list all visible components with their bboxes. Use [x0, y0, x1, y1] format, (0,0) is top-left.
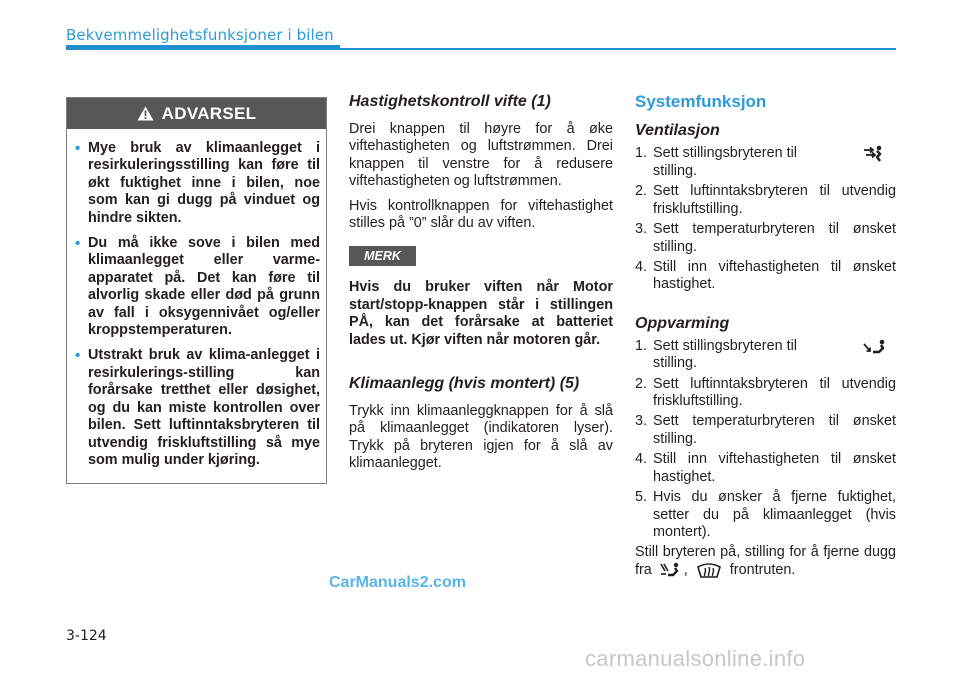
heating-steps [635, 338, 896, 541]
fan-speed-note: Hvis du bruker viften når Motor start/stopp-knappen står i stillingen PÅ, kan det forårsake at batteriet lades ut. Kjør viften når motoren går. [349, 279, 613, 348]
heating-heading: Oppvarming [635, 314, 730, 332]
ventilation-heading: Ventilasjon [635, 122, 720, 139]
defrost-paragraph: Still bryteren på, stilling for å fjerne dugg fra , frontruten. [635, 544, 896, 578]
ventilation-step: 1. Sett stillingsbryteren til stilling. [635, 145, 896, 180]
warning-item: • Du må ikke sove i bilen med klimaanlegget eller varme-apparatet på. Det kan føre til alvorlig skade eller død på grunn av fall i oksygennivået og/eller kroppstemperaturen. [75, 235, 320, 339]
section-title: Bekvemmelighetsfunksjoner i bilen [66, 26, 334, 44]
face-vent-icon [862, 145, 884, 163]
warning-box [66, 97, 327, 484]
floor-vent-icon [862, 339, 886, 355]
bullet-icon: • [75, 140, 81, 157]
heating-step: 4. Still inn viftehastigheten til ønsket hastighet. [635, 451, 896, 485]
heating-step: 2. Sett luftinntaksbryteren til utvendig friskluftstilling. [635, 375, 896, 410]
page-number: 3-124 [66, 628, 107, 644]
ventilation-steps [635, 145, 896, 294]
warning-item: • Mye bruk av klimaanlegget i resirkuleringsstilling kan føre til økt fuktighet inne i bilen, noe som kan gi dugg på vinduet og hindre sikten. [75, 140, 320, 226]
ventilation-step: 3. Sett temperaturbryteren til ønsket stilling. [635, 221, 896, 255]
heating-step: 5. Hvis du ønsker å fjerne fuktighet, setter du på klimaanlegget (hvis montert). [635, 489, 896, 540]
heating-step: 3. Sett temperaturbryteren til ønsket stilling. [635, 413, 896, 447]
fan-speed-paragraph-2: Hvis kontrollknappen for viftehastighet stilles på ”0” slår du av viften. [349, 197, 613, 232]
heating-step: 1. Sett stillingsbryteren til stilling. [635, 338, 896, 373]
ventilation-step: 2. Sett luftinntaksbryteren til utvendig friskluftstilling. [635, 183, 896, 217]
watermark-carmanuals2: CarManuals2.com [329, 574, 466, 591]
bullet-icon: • [75, 347, 81, 365]
ventilation-step: 4. Still inn viftehastigheten til ønsket hastighet. [635, 259, 896, 293]
ac-paragraph: Trykk inn klimaanleggknappen for å slå på klimaanlegget (indikatoren lyser). Trykk på bryteren igjen for å slå av klimaanlegget. [349, 403, 613, 472]
bullet-icon: • [75, 235, 81, 253]
ac-heading: Klimaanlegg (hvis montert) (5) [349, 375, 580, 393]
warning-triangle-icon [137, 106, 154, 121]
windshield-defrost-icon [696, 562, 722, 578]
floor-defrost-icon [659, 562, 681, 578]
fan-speed-heading: Hastighetskontroll vifte (1) [349, 93, 551, 110]
watermark-carmanualsonline: carmanualsonline.info [585, 646, 806, 671]
middle-column [349, 92, 613, 473]
warning-header [67, 98, 326, 129]
warning-title: ADVARSEL [161, 103, 257, 123]
fan-speed-paragraph-1: Drei knappen til høyre for å øke viftehastigheten og luftstrømmen. Drei knappen til venstre for å redusere viftehastigheten og luftstrømmen. [349, 121, 613, 190]
right-column [635, 92, 896, 579]
header-rule-thick [66, 45, 340, 50]
note-label: MERK [349, 246, 416, 266]
header-rule-thin [340, 48, 896, 50]
warning-item: • Utstrakt bruk av klima-anlegget i resirkulerings-stilling kan forårsake tretthet eller døsighet, og du kan miste kontrollen over bilen. Sett luftinntaksbryteren til utvendig friskluftstilling så mye som mulig under kjøring. [75, 347, 320, 468]
system-title: Systemfunksjon [635, 92, 767, 111]
warning-list [67, 129, 326, 469]
